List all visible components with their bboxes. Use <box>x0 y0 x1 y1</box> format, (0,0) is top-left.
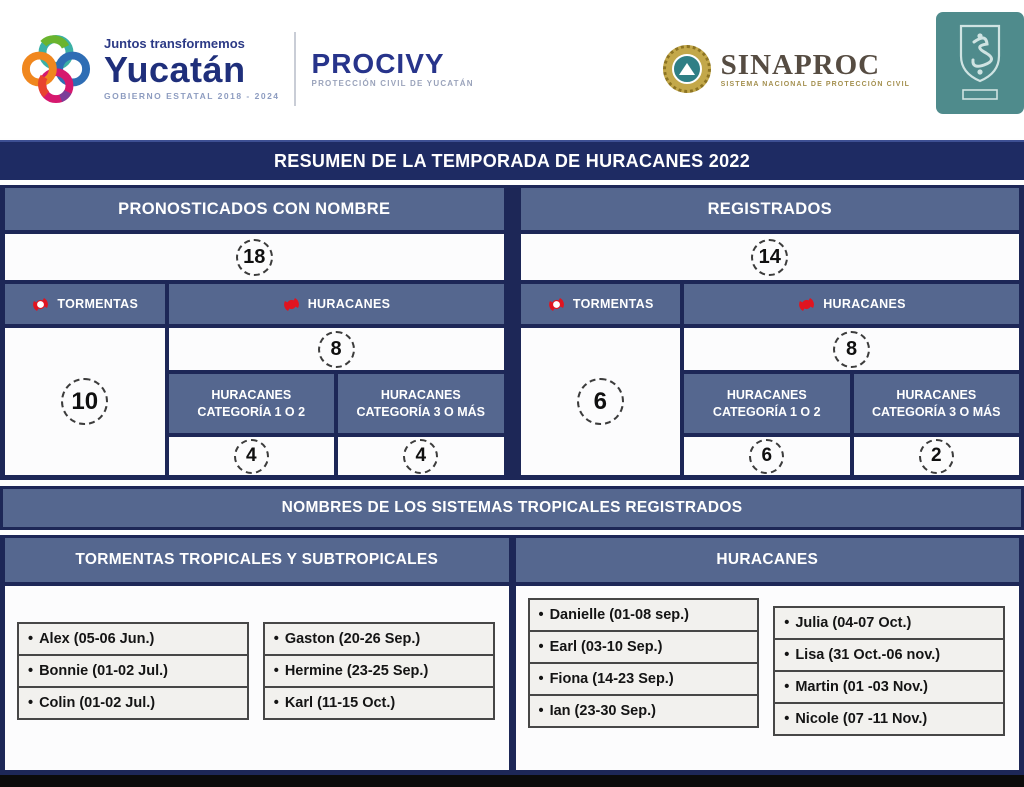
summary-table <box>0 185 1024 480</box>
hurricane-list-item <box>528 598 760 632</box>
registered-type-labels <box>521 284 1020 324</box>
forecast-cat3-label: HURACANES CATEGORÍA 3 O MÁS <box>338 374 504 433</box>
sinaproc-emblem-icon <box>663 45 711 93</box>
forecast-column <box>0 185 509 480</box>
bullet: • <box>273 663 279 679</box>
hurricane-list-item <box>773 702 1005 736</box>
forecast-tormentas-header <box>5 284 165 324</box>
registered-category-counts <box>684 437 1019 475</box>
storms-panel <box>5 586 509 770</box>
forecast-body <box>5 328 504 475</box>
names-section <box>0 535 1024 775</box>
registered-cat12-label: HURACANES CATEGORÍA 1 O 2 <box>684 374 849 433</box>
yucatan-wordmark <box>104 37 280 100</box>
registered-huracanes-label: HURACANES <box>823 297 906 311</box>
hurricane-name: Fiona (14-23 Sep.) <box>549 671 674 687</box>
storm-list-item <box>263 622 495 656</box>
registered-huracanes-count: 8 <box>833 331 870 368</box>
hurricane-icon <box>282 295 301 314</box>
bullet: • <box>784 615 790 631</box>
forecast-cat12-label: HURACANES CATEGORÍA 1 O 2 <box>169 374 334 433</box>
storms-list-col2 <box>263 624 495 720</box>
forecast-cat3-cell <box>338 437 504 475</box>
storm-name: Colin (01-02 Jul.) <box>39 695 156 711</box>
hurricanes-panel <box>516 586 1020 770</box>
registered-tormentas-count: 6 <box>577 378 624 425</box>
shield-icon <box>936 12 1024 114</box>
forecast-cat12-cell <box>169 437 334 475</box>
sinaproc-wordmark <box>721 50 910 88</box>
names-banner: NOMBRES DE LOS SISTEMAS TROPICALES REGISTRADOS <box>0 486 1024 530</box>
storm-name: Gaston (20-26 Sep.) <box>284 631 421 647</box>
bullet: • <box>784 711 790 727</box>
storm-name: Bonnie (01-02 Jul.) <box>39 663 168 679</box>
registered-cat3-count: 2 <box>919 439 954 474</box>
hurricane-name: Lisa (31 Oct.-06 nov.) <box>795 647 941 663</box>
procivy-subtitle: PROTECCIÓN CIVIL DE YUCATÁN <box>311 79 474 88</box>
forecast-huracanes-cell <box>169 328 504 370</box>
registered-cat3-cell <box>854 437 1020 475</box>
sinaproc-name: SINAPROC <box>720 49 881 82</box>
hurricane-name: Julia (04-07 Oct.) <box>795 615 912 631</box>
forecast-huracanes-header <box>169 284 504 324</box>
hurricane-name: Ian (23-30 Sep.) <box>549 703 656 719</box>
forecast-tormentas-label: TORMENTAS <box>57 297 139 311</box>
hurricane-name: Danielle (01-08 sep.) <box>549 607 689 623</box>
yucatan-name: Yucatán <box>104 48 246 90</box>
hurricane-list-item <box>773 670 1005 704</box>
hurricanes-list-col2 <box>773 608 1005 736</box>
storm-list-item <box>17 654 249 688</box>
bullet: • <box>538 607 544 623</box>
bullet: • <box>538 703 544 719</box>
registered-category-headers <box>684 374 1019 433</box>
registered-cat12-cell <box>684 437 849 475</box>
bottom-bar <box>0 775 1024 787</box>
hurricane-name: Martin (01 -03 Nov.) <box>795 679 929 695</box>
state-shield-logo <box>936 12 1024 114</box>
registered-column <box>516 185 1024 480</box>
storms-section-header: TORMENTAS TROPICALES Y SUBTROPICALES <box>5 538 509 582</box>
forecast-huracanes-label: HURACANES <box>307 297 391 311</box>
storm-list-item <box>263 654 495 688</box>
storm-list-item <box>17 622 249 656</box>
hurricane-name: Nicole (07 -11 Nov.) <box>795 711 928 727</box>
forecast-total-cell <box>5 234 504 280</box>
logo-bar <box>0 0 1024 138</box>
bullet: • <box>28 631 34 647</box>
yucatan-logo <box>18 31 280 107</box>
yucatan-tagline: Juntos transformemos <box>104 36 245 52</box>
registered-cat3-label: HURACANES CATEGORÍA 3 O MÁS <box>854 374 1020 433</box>
hurricane-icon <box>797 295 816 314</box>
forecast-header: PRONOSTICADOS CON NOMBRE <box>5 188 504 230</box>
bullet: • <box>784 647 790 663</box>
forecast-tormentas-cell <box>5 328 165 475</box>
registered-huracanes-block <box>684 328 1019 475</box>
yucatan-subtitle: GOBIERNO ESTATAL 2018 - 2024 <box>104 90 280 101</box>
hurricane-list-item <box>773 638 1005 672</box>
bullet: • <box>273 695 279 711</box>
registered-huracanes-cell <box>684 328 1019 370</box>
registered-cat12-count: 6 <box>749 439 784 474</box>
procivy-logo <box>312 49 474 89</box>
procivy-name: PROCIVY <box>311 48 445 80</box>
storm-name: Karl (11-15 Oct.) <box>284 695 396 711</box>
main-title: RESUMEN DE LA TEMPORADA DE HURACANES 2022 <box>0 140 1024 180</box>
forecast-type-labels <box>5 284 504 324</box>
storms-list-col1 <box>17 624 249 720</box>
tropical-storm-icon <box>31 295 50 314</box>
storm-name: Alex (05-06 Jun.) <box>39 631 155 647</box>
hurricane-list-item <box>528 694 760 728</box>
forecast-huracanes-block <box>169 328 504 475</box>
registered-body <box>521 328 1020 475</box>
hurricanes-list-col1 <box>528 600 760 728</box>
hurricane-list-item <box>528 630 760 664</box>
bullet: • <box>273 631 279 647</box>
storm-list-item <box>17 686 249 720</box>
registered-header: REGISTRADOS <box>521 188 1020 230</box>
bullet: • <box>28 695 34 711</box>
tropical-storm-icon <box>547 295 566 314</box>
hurricane-list-item <box>773 606 1005 640</box>
storm-name: Hermine (23-25 Sep.) <box>284 663 429 679</box>
registered-total-count: 14 <box>751 239 788 276</box>
hurricane-name: Earl (03-10 Sep.) <box>549 639 663 655</box>
sinaproc-logo <box>663 45 910 93</box>
bullet: • <box>538 671 544 687</box>
registered-tormentas-label: TORMENTAS <box>572 297 654 311</box>
logo-divider <box>294 32 296 106</box>
hurricane-list-item <box>528 662 760 696</box>
forecast-tormentas-count: 10 <box>61 378 108 425</box>
registered-total-cell <box>521 234 1020 280</box>
hurricanes-section-header: HURACANES <box>516 538 1020 582</box>
bullet: • <box>28 663 34 679</box>
forecast-category-headers <box>169 374 504 433</box>
sinaproc-subtitle: SISTEMA NACIONAL DE PROTECCIÓN CIVIL <box>720 80 910 88</box>
bullet: • <box>538 639 544 655</box>
storm-list-item <box>263 686 495 720</box>
forecast-total-count: 18 <box>236 239 273 276</box>
registered-tormentas-cell <box>521 328 681 475</box>
forecast-category-counts <box>169 437 504 475</box>
forecast-cat3-count: 4 <box>403 439 438 474</box>
registered-huracanes-header <box>684 284 1019 324</box>
forecast-huracanes-count: 8 <box>318 331 355 368</box>
forecast-cat12-count: 4 <box>234 439 269 474</box>
yucatan-knot-icon <box>18 31 94 107</box>
bullet: • <box>784 679 790 695</box>
registered-tormentas-header <box>521 284 681 324</box>
